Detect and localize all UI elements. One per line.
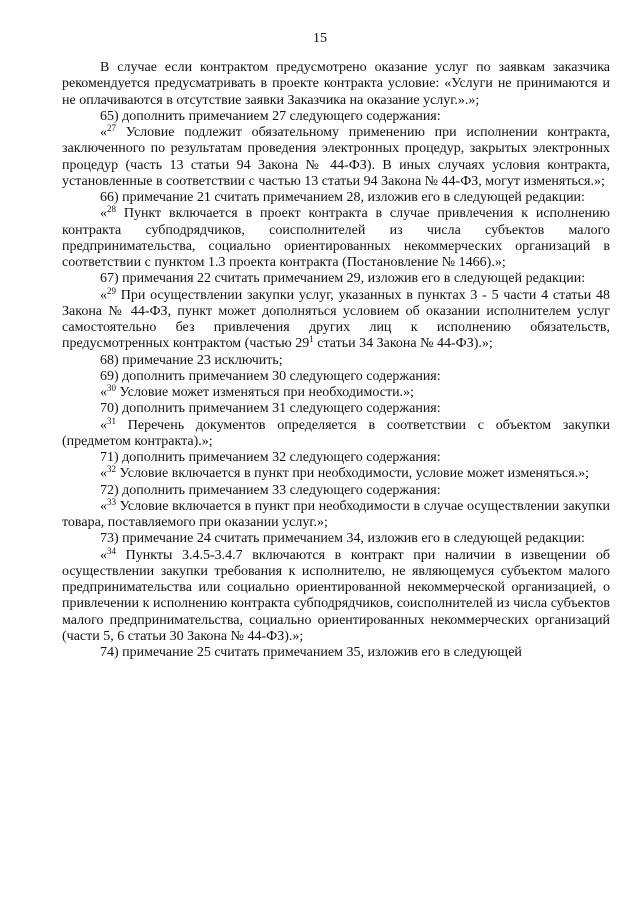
paragraph: [62, 401, 610, 417]
paragraph: «$^{34}$ Пункты 3.4.5-3.4.7 включаются в контракт при наличии в извещении об осуществлении закупки требования к исполнителю, не являющемуся субъектом малого предпринимательства или социально ориентированной некоммерческой организацией, о привлечении к исполнению контракта субподрядчиков, соисполнителей из числа субъектов малого предпринимательства, социально ориентированных некоммерческих организаций (части 5, 6 статьи 30 Закона № 44-ФЗ).»;: [62, 545, 610, 644]
paragraph: [62, 271, 610, 287]
paragraph-text: Условие включается в пункт при необходимости в случае осуществлении закупки товара, поставляемого при оказании услуг.»;: [62, 498, 610, 530]
paragraph: «$^{33}$ Условие включается в пункт при необходимости в случае осуществлении закупки товара, поставляемого при оказании услуг.»;: [62, 496, 610, 530]
paragraph-text: В случае если контрактом предусмотрено оказание услуг по заявкам заказчика рекомендуется предусматривать в проекте контракта условие: «Услуги не принимаются и не оплачиваются в отсутствие заявки Заказчика на оказание услуг.».»;: [62, 60, 610, 108]
footnote-marker: 34: [107, 545, 116, 556]
paragraph-text: 68) примечание 23 исключить;: [100, 352, 283, 368]
paragraph-text: Условие может изменяться при необходимости.»;: [116, 385, 414, 400]
footnote-marker: 33: [107, 496, 116, 507]
footnote-marker: 27: [107, 123, 116, 133]
paragraph-text: 69) дополнить примечанием 30 следующего содержания:: [100, 368, 441, 384]
paragraph-text: 65) дополнить примечанием 27 следующего содержания:: [100, 108, 441, 124]
paragraph: [62, 450, 610, 466]
paragraph-text: Пункт включается в проект контракта в случае привлечения к исполнению контракта субподрядчиков, соисполнителей из числа субъектов малого предпринимательства, социально ориентированных некоммерческих организаций в соответствии с пунктом 1.3 проекта контракта (Постановление № 1466).»;: [62, 206, 610, 270]
footnote-marker: 30: [107, 383, 116, 393]
paragraph-text: 72) дополнить примечанием 33 следующего содержания:: [100, 482, 441, 498]
superscript-index: 1: [309, 334, 314, 345]
paragraph-text: 71) дополнить примечанием 32 следующего содержания:: [100, 450, 441, 465]
paragraph: «$^{31}$ Перечень документов определяется в соответствии с объектом закупки (предметом контракта).»;: [62, 415, 610, 449]
footnote-marker: 31: [107, 415, 116, 426]
footnote-marker: 28: [107, 204, 116, 215]
paragraph-text: 70) дополнить примечанием 31 следующего содержания:: [100, 401, 441, 417]
paragraph: [62, 645, 610, 661]
document-body: [62, 60, 610, 661]
footnote-marker: 29: [107, 285, 116, 296]
paragraph: «$^{28}$ Пункт включается в проект контракта в случае привлечения к исполнению контракта субподрядчиков, соисполнителей из числа субъектов малого предпринимательства, социально ориентированных некоммерческих организаций в соответствии с пунктом 1.3 проекта контракта (Постановление № 1466).»;: [62, 204, 610, 270]
paragraph: [62, 190, 610, 206]
paragraph-text: Условие подлежит обязательному применению при исполнении контракта, заключенного по результатам проведения электронных процедур, закрытых электронных процедур (часть 13 статьи 94 Закона № 44-ФЗ). В иных случаях условия контракта, установленные в соответствии с частью 13 статьи 94 Закона № 44-ФЗ, могут изменяться.»;: [62, 125, 610, 189]
paragraph-text: Пункты 3.4.5-3.4.7 включаются в контракт при наличии в извещении об осуществлении закупки требования к исполнителю, не являющемуся субъектом малого предпринимательства или социально ориентированной некоммерческой организацией, о привлечении к исполнению контракта субподрядчиков, соисполнителей из числа субъектов малого предпринимательства, социально ориентированных некоммерческих организаций (части 5, 6 статьи 30 Закона № 44-ФЗ).»;: [62, 547, 610, 644]
footnote-marker: 32: [107, 464, 116, 475]
paragraph-text: 67) примечания 22 считать примечанием 29, изложив его в следующей редакции:: [100, 271, 586, 287]
paragraph-text: 74) примечание 25 считать примечанием 35, изложив его в следующей: [100, 645, 522, 660]
paragraph: [62, 353, 610, 369]
paragraph: «$^{27}$ Условие подлежит обязательному применению при исполнении контракта, заключенного по результатам проведения электронных процедур, закрытых электронных процедур (часть 13 статьи 94 Закона № 44-ФЗ). В иных случаях условия контракта, установленные в соответствии с частью 13 статьи 94 Закона № 44-ФЗ, могут изменяться.»;: [62, 123, 610, 189]
paragraph: [62, 60, 610, 109]
paragraph: [62, 531, 610, 547]
paragraph: «$^{30}$ Условие может изменяться при необходимости.»;: [100, 383, 414, 400]
paragraph: [62, 369, 610, 385]
paragraph: «$^{32}$ Условие включается в пункт при необходимости, условие может изменяться.»;: [100, 464, 590, 482]
paragraph-text-tail: статьи 34 Закона № 44-ФЗ).»;: [313, 336, 493, 352]
paragraph-text: 73) примечание 24 считать примечанием 34, изложив его в следующей редакции:: [100, 531, 585, 547]
paragraph-text: При осуществлении закупки услуг, указанных в пунктах 3 - 5 части 4 статьи 48 Закона № 44-ФЗ, пункт может дополняться условием об оказании исполнителем услуг самостоятельно без привлечения других лиц к исполнению обязательств, предусмотренных контрактом (частью 29: [62, 287, 610, 352]
paragraph-text: 66) примечание 21 считать примечанием 28, изложив его в следующей редакции:: [100, 190, 585, 205]
paragraph-text: Условие включается в пункт при необходимости, условие может изменяться.»;: [116, 466, 590, 482]
paragraph: [62, 109, 610, 125]
paragraph: «$^{29}$ При осуществлении закупки услуг, указанных в пунктах 3 - 5 части 4 статьи 48 Закона № 44-ФЗ, пункт может дополняться условием об оказании исполнителем услуг самостоятельно без привлечения других лиц к исполнению обязательств, предусмотренных контрактом (частью $29^1$ статьи 34 Закона № 44-ФЗ).»;: [62, 285, 610, 352]
page-number: 15: [313, 31, 327, 46]
paragraph-text: Перечень документов определяется в соответствии с объектом закупки (предметом контракта).»;: [62, 417, 610, 449]
paragraph: [62, 483, 610, 499]
